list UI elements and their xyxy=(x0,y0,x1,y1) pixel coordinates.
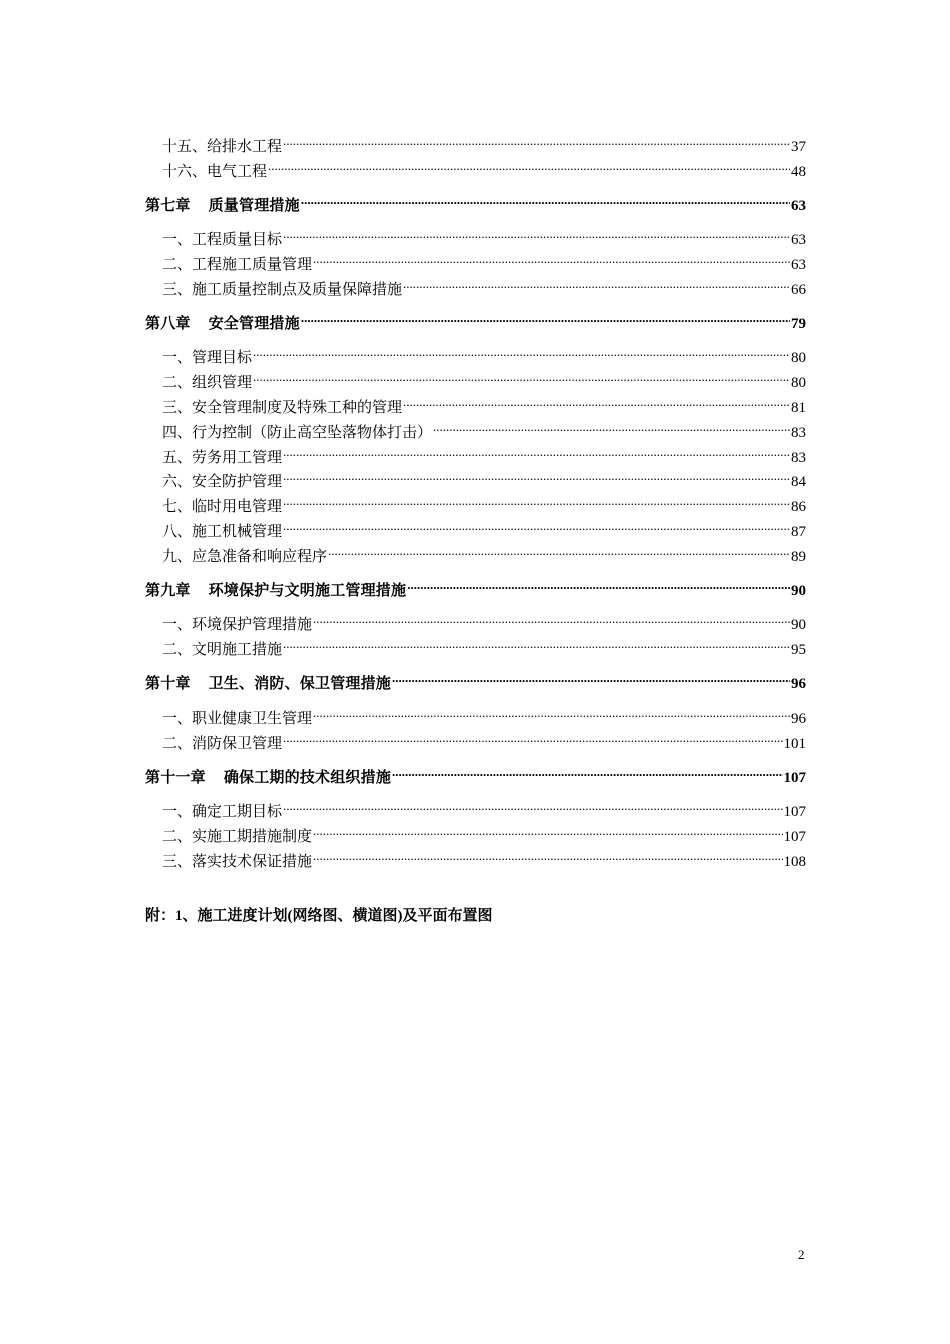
toc-dot-leader xyxy=(283,126,790,151)
toc-page-number: 96 xyxy=(791,676,806,693)
toc-page-number: 83 xyxy=(791,424,806,441)
table-of-contents xyxy=(145,126,806,870)
toc-page-number: 63 xyxy=(791,197,806,214)
toc-chapter-entry[interactable] xyxy=(145,757,806,786)
toc-page-number: 90 xyxy=(791,617,806,634)
toc-section-title: 一、管理目标 xyxy=(162,350,253,367)
toc-dot-leader xyxy=(313,698,790,723)
toc-page-number: 66 xyxy=(791,281,806,298)
toc-dot-leader xyxy=(313,816,782,841)
toc-chapter-entry[interactable] xyxy=(145,570,806,600)
toc-page-number: 81 xyxy=(791,399,806,416)
toc-dot-leader xyxy=(433,412,790,437)
toc-section-entry[interactable] xyxy=(145,219,806,249)
toc-section-entry[interactable] xyxy=(145,791,806,821)
toc-page-number: 90 xyxy=(791,583,806,600)
toc-dot-leader xyxy=(328,536,790,561)
toc-dot-leader xyxy=(283,723,782,748)
toc-section-title: 一、工程质量目标 xyxy=(162,232,283,249)
toc-page-number: 107 xyxy=(783,828,806,845)
toc-dot-leader xyxy=(392,757,782,782)
toc-section-title: 五、劳务用工管理 xyxy=(162,449,283,466)
toc-dot-leader xyxy=(403,387,790,412)
toc-page-number: 107 xyxy=(783,769,806,786)
toc-section-title: 一、环境保护管理措施 xyxy=(162,617,313,634)
toc-chapter-number: 第七章 xyxy=(145,197,191,214)
toc-section-title: 二、消防保卫管理 xyxy=(162,735,283,752)
toc-section-title: 三、安全管理制度及特殊工种的管理 xyxy=(162,399,403,416)
toc-dot-leader xyxy=(283,629,790,654)
toc-section-title: 一、确定工期目标 xyxy=(162,804,283,821)
toc-dot-leader xyxy=(283,219,790,244)
toc-dot-leader xyxy=(283,511,790,536)
toc-section-title: 十六、电气工程 xyxy=(162,163,268,180)
toc-section-title: 七、临时用电管理 xyxy=(162,499,283,516)
toc-dot-leader xyxy=(253,362,790,387)
appendix-note: 附：1、施工进度计划(网络图、横道图)及平面布置图 xyxy=(145,908,493,924)
toc-page-number: 79 xyxy=(791,316,806,333)
toc-page-number: 95 xyxy=(791,642,806,659)
toc-page-number: 37 xyxy=(791,138,806,155)
toc-chapter-name: 环境保护与文明施工管理措施 xyxy=(208,583,407,600)
toc-dot-leader xyxy=(301,303,790,328)
toc-page-number: 96 xyxy=(791,710,806,727)
toc-section-entry[interactable] xyxy=(145,605,806,634)
toc-dot-leader xyxy=(403,269,790,294)
toc-page-number: 84 xyxy=(791,474,806,491)
toc-chapter-name: 卫生、消防、保卫管理措施 xyxy=(208,676,392,693)
toc-dot-leader xyxy=(283,462,790,487)
toc-page-number: 80 xyxy=(791,350,806,367)
toc-chapter-entry[interactable] xyxy=(145,664,806,693)
toc-section-title: 一、职业健康卫生管理 xyxy=(162,710,313,727)
toc-section-title: 十五、给排水工程 xyxy=(162,138,283,155)
toc-dot-leader xyxy=(283,791,782,816)
toc-section-title: 八、施工机械管理 xyxy=(162,523,283,540)
toc-dot-leader xyxy=(392,664,790,689)
toc-section-entry[interactable] xyxy=(145,126,806,155)
toc-page-number: 80 xyxy=(791,375,806,392)
toc-chapter-number: 第八章 xyxy=(145,316,191,333)
toc-section-entry[interactable] xyxy=(145,338,806,367)
toc-dot-leader xyxy=(301,185,790,210)
toc-dot-leader xyxy=(268,151,790,176)
toc-page-number: 108 xyxy=(783,853,806,870)
toc-section-title: 二、文明施工措施 xyxy=(162,642,283,659)
toc-dot-leader xyxy=(283,437,790,462)
toc-dot-leader xyxy=(313,605,790,630)
toc-section-title: 三、施工质量控制点及质量保障措施 xyxy=(162,281,403,298)
toc-section-title: 二、实施工期措施制度 xyxy=(162,828,313,845)
toc-page-number: 83 xyxy=(791,449,806,466)
toc-chapter-title xyxy=(145,766,391,791)
toc-page-number: 86 xyxy=(791,499,806,516)
toc-page-number: 101 xyxy=(783,735,806,752)
toc-page-number: 63 xyxy=(791,256,806,273)
toc-chapter-title xyxy=(145,312,300,337)
toc-chapter-number: 第十章 xyxy=(145,676,191,693)
page-number: 2 xyxy=(798,1247,805,1262)
toc-page-number: 107 xyxy=(783,804,806,821)
toc-chapter-entry[interactable] xyxy=(145,185,806,214)
toc-dot-leader xyxy=(313,841,782,866)
toc-dot-leader xyxy=(283,486,790,511)
toc-page-number: 48 xyxy=(791,163,806,180)
toc-page-number: 63 xyxy=(791,232,806,249)
toc-page-number: 89 xyxy=(791,548,806,565)
toc-dot-leader xyxy=(253,338,790,363)
toc-section-title: 六、安全防护管理 xyxy=(162,474,283,491)
toc-dot-leader xyxy=(407,570,790,595)
toc-chapter-name: 质量管理措施 xyxy=(208,197,300,214)
toc-section-title: 四、行为控制（防止高空坠落物体打击） xyxy=(162,424,433,441)
toc-chapter-title xyxy=(145,194,300,219)
toc-page-number: 87 xyxy=(791,523,806,540)
toc-chapter-number: 第九章 xyxy=(145,583,191,600)
toc-chapter-title xyxy=(145,579,406,604)
toc-chapter-number: 第十一章 xyxy=(145,769,206,786)
toc-section-title: 九、应急准备和响应程序 xyxy=(162,548,328,565)
toc-section-title: 二、组织管理 xyxy=(162,375,253,392)
toc-chapter-title xyxy=(145,672,391,697)
toc-section-title: 二、工程施工质量管理 xyxy=(162,256,313,273)
toc-section-entry[interactable] xyxy=(145,698,806,727)
toc-chapter-name: 安全管理措施 xyxy=(208,316,300,333)
toc-dot-leader xyxy=(313,244,790,269)
toc-chapter-entry[interactable] xyxy=(145,303,806,333)
toc-section-title: 三、落实技术保证措施 xyxy=(162,853,313,870)
toc-chapter-name: 确保工期的技术组织措施 xyxy=(223,769,392,786)
